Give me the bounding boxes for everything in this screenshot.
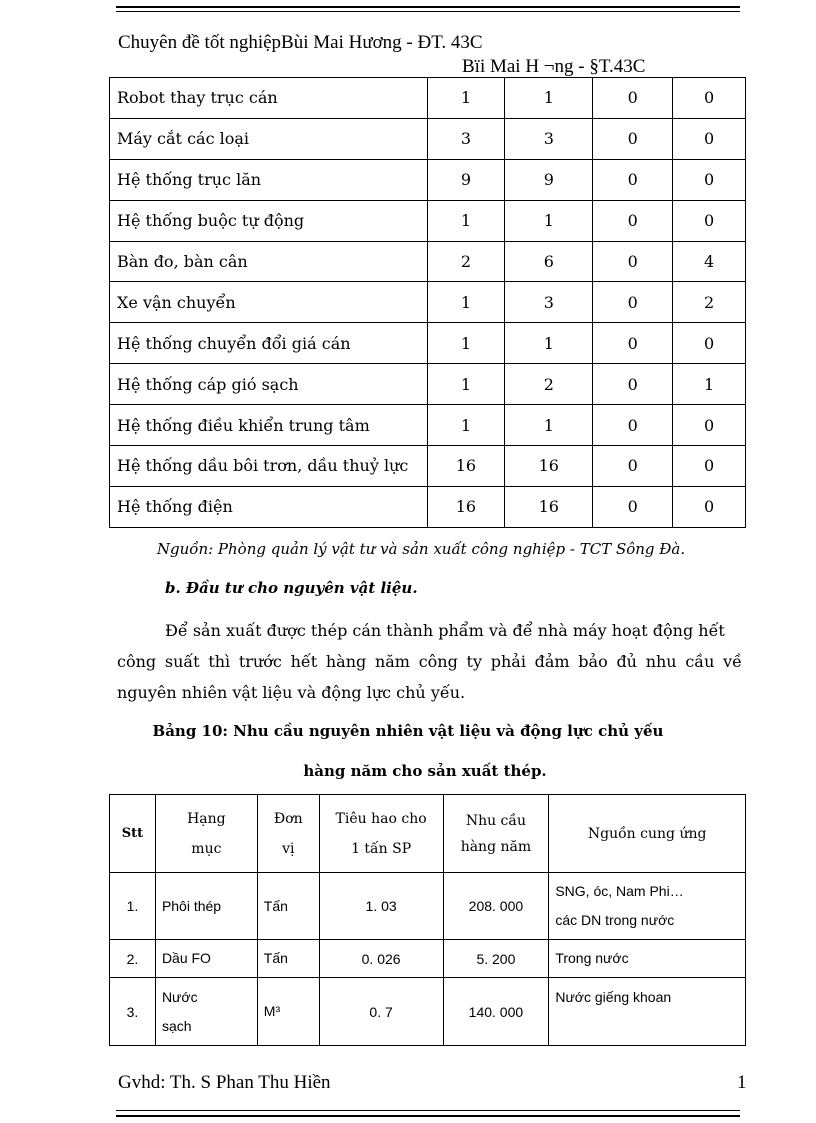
equipment-value-cell: 1 (427, 364, 505, 405)
equipment-value-cell: 1 (427, 78, 505, 119)
equipment-value-cell: 3 (505, 118, 593, 159)
equipment-value-cell: 0 (593, 282, 673, 323)
cell-stt: 3. (110, 978, 156, 1046)
materials-row (110, 940, 746, 978)
equipment-row (110, 364, 746, 405)
cell-source: SNG, óc, Nam Phi… các DN trong nước (549, 873, 746, 940)
equipment-value-cell: 0 (673, 118, 746, 159)
equipment-row (110, 486, 746, 527)
section-subheading: b. Đầu tư cho nguyên vật liệu. (165, 579, 418, 597)
equipment-value-cell: 16 (427, 446, 505, 487)
equipment-row (110, 282, 746, 323)
page-number: 1 (737, 1072, 747, 1093)
cell-per-ton: 0. 7 (319, 978, 443, 1046)
equipment-value-cell: 16 (505, 486, 593, 527)
cell-item: Nước sạch (155, 978, 257, 1046)
cell-annual: 5. 200 (443, 940, 549, 978)
equipment-value-cell: 1 (505, 323, 593, 364)
equipment-value-cell: 3 (505, 282, 593, 323)
materials-row (110, 873, 746, 940)
cell-item: Phôi thép (155, 873, 257, 940)
cell-stt: 1. (110, 873, 156, 940)
equipment-value-cell: 3 (427, 118, 505, 159)
equipment-value-cell: 0 (673, 405, 746, 446)
equipment-value-cell: 0 (673, 78, 746, 119)
equipment-value-cell: 1 (505, 78, 593, 119)
header-don-vi: Đơn vị (257, 795, 319, 873)
equipment-value-cell: 2 (505, 364, 593, 405)
equipment-value-cell: 0 (593, 78, 673, 119)
cell-unit: Tấn (257, 940, 319, 978)
equipment-value-cell: 0 (673, 200, 746, 241)
equipment-row (110, 200, 746, 241)
cell-per-ton: 1. 03 (319, 873, 443, 940)
equipment-value-cell: 0 (673, 446, 746, 487)
equipment-value-cell: 0 (593, 241, 673, 282)
cell-item: Dầu FO (155, 940, 257, 978)
body-paragraph-line-2: công suất thì trước hết hàng năm công ty phải đảm bảo đủ nhu cầu về (117, 652, 742, 671)
equipment-name-cell: Hệ thống điện (110, 486, 428, 527)
top-rule-thick (116, 6, 740, 8)
cell-source: Trong nước (549, 940, 746, 978)
equipment-value-cell: 1 (505, 405, 593, 446)
running-header: Chuyên đề tốt nghiệpBùi Mai Hương - ĐT. 43C (118, 32, 483, 53)
equipment-name-cell: Máy cắt các loại (110, 118, 428, 159)
equipment-value-cell: 16 (427, 486, 505, 527)
equipment-value-cell: 1 (427, 282, 505, 323)
running-header-garbled: Bïi Mai H ¬ng - §T.43C (462, 56, 646, 77)
equipment-value-cell: 0 (593, 446, 673, 487)
bottom-rule-thick (116, 1115, 740, 1117)
equipment-row (110, 323, 746, 364)
materials-header-row (110, 795, 746, 873)
table-caption-line-2: hàng năm cho sản xuất thép. (303, 762, 547, 780)
equipment-name-cell: Hệ thống buộc tự động (110, 200, 428, 241)
equipment-name-cell: Hệ thống trục lăn (110, 159, 428, 200)
header-stt: Stt (110, 795, 156, 873)
equipment-value-cell: 0 (593, 159, 673, 200)
top-rule-thin (116, 11, 740, 12)
cell-annual: 140. 000 (443, 978, 549, 1046)
table-source-note: Nguồn: Phòng quản lý vật tư và sản xuất công nghiệp - TCT Sông Đà. (156, 540, 686, 558)
equipment-value-cell: 4 (673, 241, 746, 282)
header-hang-muc: Hạng mục (155, 795, 257, 873)
equipment-value-cell: 1 (427, 405, 505, 446)
equipment-name-cell: Bàn đo, bàn cân (110, 241, 428, 282)
equipment-value-cell: 0 (593, 323, 673, 364)
equipment-row (110, 241, 746, 282)
bottom-rule-thin (116, 1110, 740, 1111)
equipment-value-cell: 9 (505, 159, 593, 200)
equipment-value-cell: 2 (427, 241, 505, 282)
equipment-value-cell: 0 (593, 405, 673, 446)
equipment-row (110, 78, 746, 119)
equipment-value-cell: 0 (593, 486, 673, 527)
equipment-value-cell: 1 (427, 200, 505, 241)
equipment-table (109, 77, 746, 528)
equipment-value-cell: 0 (593, 118, 673, 159)
body-paragraph-line-3: nguyên nhiên vật liệu và động lực chủ yếu. (117, 683, 466, 702)
footer-advisor: Gvhd: Th. S Phan Thu Hiền (118, 1072, 331, 1093)
header-nguon-cung-ung: Nguồn cung ứng (549, 795, 746, 873)
equipment-name-cell: Hệ thống dầu bôi trơn, dầu thuỷ lực (110, 446, 428, 487)
materials-table (109, 794, 746, 1046)
equipment-value-cell: 0 (673, 323, 746, 364)
equipment-value-cell: 6 (505, 241, 593, 282)
equipment-value-cell: 0 (673, 486, 746, 527)
header-nhu-cau: Nhu cầu hàng năm (443, 795, 549, 873)
equipment-value-cell: 0 (593, 200, 673, 241)
cell-per-ton: 0. 026 (319, 940, 443, 978)
equipment-value-cell: 1 (505, 200, 593, 241)
equipment-value-cell: 0 (593, 364, 673, 405)
equipment-name-cell: Xe vận chuyển (110, 282, 428, 323)
equipment-name-cell: Robot thay trục cán (110, 78, 428, 119)
cell-annual: 208. 000 (443, 873, 549, 940)
equipment-value-cell: 16 (505, 446, 593, 487)
equipment-row (110, 118, 746, 159)
materials-row (110, 978, 746, 1046)
cell-unit: Tấn (257, 873, 319, 940)
equipment-row (110, 159, 746, 200)
equipment-value-cell: 2 (673, 282, 746, 323)
table-caption-line-1: Bảng 10: Nhu cầu nguyên nhiên vật liệu và động lực chủ yếu (152, 722, 664, 740)
header-tieu-hao: Tiêu hao cho 1 tấn SP (319, 795, 443, 873)
equipment-row (110, 405, 746, 446)
cell-stt: 2. (110, 940, 156, 978)
equipment-name-cell: Hệ thống cáp gió sạch (110, 364, 428, 405)
equipment-value-cell: 9 (427, 159, 505, 200)
equipment-value-cell: 1 (427, 323, 505, 364)
body-paragraph-line-1: Để sản xuất được thép cán thành phẩm và để nhà máy hoạt động hết (165, 621, 725, 640)
equipment-name-cell: Hệ thống điều khiển trung tâm (110, 405, 428, 446)
equipment-name-cell: Hệ thống chuyển đổi giá cán (110, 323, 428, 364)
cell-source: Nước giếng khoan (549, 978, 746, 1046)
equipment-value-cell: 1 (673, 364, 746, 405)
cell-unit: M³ (257, 978, 319, 1046)
equipment-value-cell: 0 (673, 159, 746, 200)
equipment-row (110, 446, 746, 487)
